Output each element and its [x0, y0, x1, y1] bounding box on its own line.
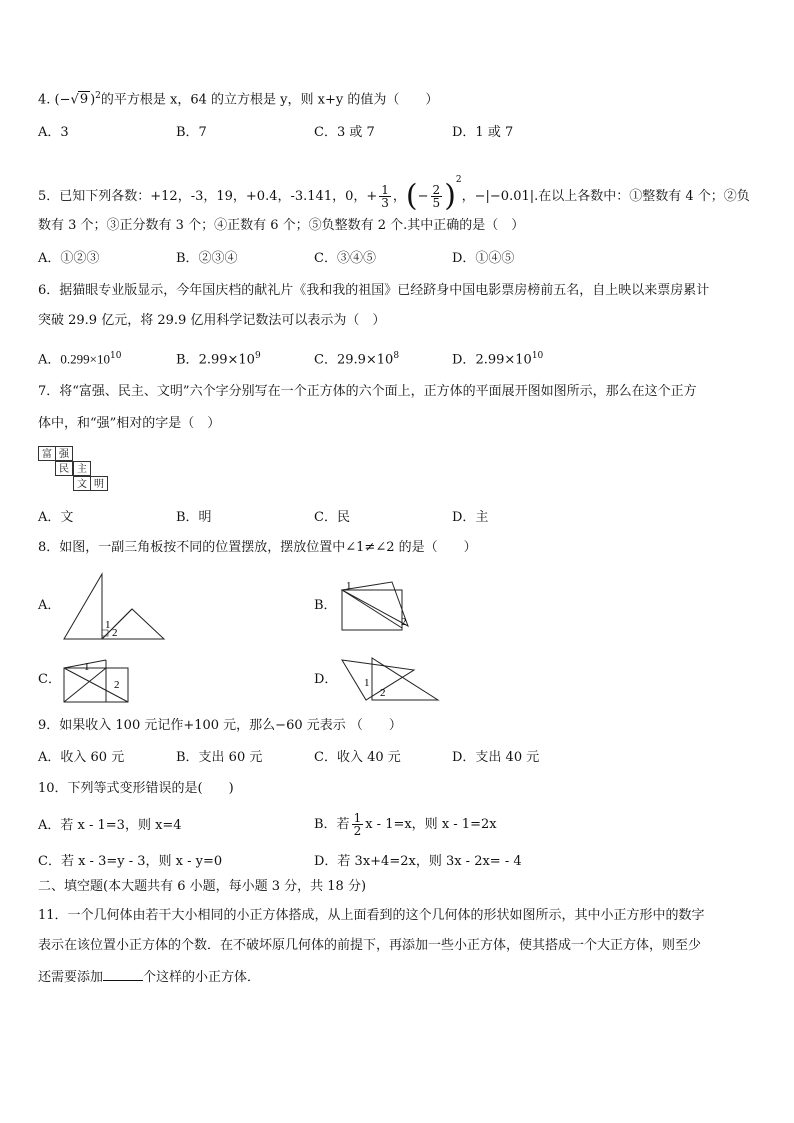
net-cell-ming: 明 [90, 476, 108, 491]
q5-frac1-numerator: 1 [381, 183, 389, 197]
q6-option-d-label: D． [452, 352, 476, 368]
net-cell-fu: 富 [38, 446, 56, 461]
q9-stem: 9．如果收入 100 元记作+100 元，那么−60 元表示 （ ） [38, 718, 402, 733]
cube-net-figure [38, 446, 110, 496]
q6-option-c-base: 29.9×10 [336, 352, 394, 368]
q5-right-paren: ) [444, 178, 456, 214]
q9-option-a[interactable]: A．收入 60 元 [38, 750, 125, 765]
angle-2-label: 2 [380, 687, 386, 699]
q9-option-c[interactable]: C．收入 40 元 [314, 750, 401, 765]
q11-answer-blank[interactable] [103, 968, 143, 981]
q8-figure-a[interactable] [62, 572, 168, 642]
q4-paren-close: ) [90, 92, 96, 108]
q5-frac1-denominator: 3 [381, 196, 389, 210]
q8-figure-c[interactable] [62, 658, 130, 704]
q8-option-d-label[interactable]: D． [314, 672, 338, 687]
q8-option-a-label[interactable]: A． [38, 598, 61, 613]
q8-figure-b[interactable] [340, 578, 412, 634]
q4-paren-open: (− [54, 92, 71, 108]
q10-option-d[interactable]: D．若 3x+4=2x，则 3x - 2x= - 4 [314, 854, 522, 869]
q5-exponent: 2 [455, 175, 462, 185]
q4-stem [38, 88, 438, 108]
q4-exponent: 2 [95, 91, 101, 101]
triangle-b [342, 582, 408, 626]
diagonal-c2 [64, 668, 106, 702]
q6-option-c[interactable] [314, 348, 399, 368]
section-title-fill-blank: 二、填空题(本大题共有 6 小题，每小题 3 分，共 18 分) [38, 879, 367, 894]
q10-option-a[interactable]: A．若 x - 1=3，则 x=4 [38, 818, 182, 833]
q5-option-b[interactable]: B．②③④ [176, 251, 238, 266]
q6-option-d-exp: 10 [531, 351, 544, 361]
q10-option-c[interactable]: C．若 x - 3=y - 3，则 x - y=0 [38, 854, 223, 869]
q10-option-b[interactable] [314, 810, 497, 840]
q6-option-b-base: 2.99×10 [198, 352, 255, 368]
q5-frac-1-3 [379, 184, 391, 209]
q6-stem-line1: 6．据猫眼专业版显示，今年国庆档的献礼片《我和我的祖国》已经跻身中国电影票房榜前五名，自上映以来票房累计 [38, 283, 710, 298]
q5-stem-line2: 数有 3 个；③正分数有 3 个；④正数有 6 个；⑤负整数有 2 个.其中正确的是（ ） [38, 218, 525, 233]
q7-option-c[interactable]: C．民 [314, 510, 350, 525]
q10-frac-denominator: 2 [353, 824, 362, 838]
q8-option-b-label[interactable]: B． [314, 598, 337, 613]
q5-frac2-denominator: 5 [432, 196, 441, 210]
net-cell-qiang: 强 [55, 446, 73, 461]
q11-stem-line2: 表示在该位置小正方体的个数．在不破坏原几何体的前提下，再添加一些小正方体，使其搭成一个大正方体，则至少 [38, 938, 702, 953]
q4-option-c[interactable]: C．3 或 7 [314, 125, 375, 140]
q11-stem-line1: 11．一个几何体由若干大小相同的小正方体搭成，从上面看到的这个几何体的形状如图所示，其中小正方形中的数字 [38, 908, 705, 923]
angle-1-label: 1 [105, 619, 111, 631]
q11-stem-line3 [38, 968, 260, 986]
q6-option-a-exp: 10 [109, 351, 122, 361]
triangle-d1 [342, 660, 414, 700]
q6-option-b[interactable] [176, 348, 261, 368]
angle-2-label: 2 [112, 627, 118, 639]
q8-option-c-label[interactable]: C． [38, 672, 61, 687]
q5-frac2-numerator: 2 [432, 183, 441, 197]
q5-option-c[interactable]: C．③④⑤ [314, 251, 376, 266]
q4-number: 4. [38, 92, 51, 108]
q5-option-d[interactable]: D．①④⑤ [452, 251, 515, 266]
net-cell-zhu: 主 [73, 461, 91, 476]
q5-option-a[interactable]: A．①②③ [38, 251, 100, 266]
angle-2-label: 2 [114, 679, 120, 691]
q5-stem-tail: .在以上各数中：①整数有 4 个；②负 [534, 189, 750, 204]
q11-line3-before: 还需要添加 [38, 970, 104, 985]
q11-line3-after: 个这样的小正方体． [143, 970, 261, 985]
q10-stem: 10．下列等式变形错误的是( ) [38, 781, 234, 796]
net-cell-wen: 文 [73, 476, 91, 491]
q9-option-d[interactable]: D．支出 40 元 [452, 750, 540, 765]
q5-left-paren: ( [405, 178, 418, 214]
q8-figure-d[interactable] [340, 656, 440, 704]
q5-frac-2-5 [431, 184, 443, 209]
q6-option-b-label: B． [176, 352, 199, 368]
q5-neg-sign: − [417, 189, 429, 204]
diagonal-b [342, 590, 402, 628]
q7-stem-line1: 7．将“富强、民主、文明”六个字分别写在一个正方体的六个面上，正方体的平面展开图如图所示，那么在这个正方 [38, 384, 697, 399]
q6-option-d[interactable] [452, 348, 543, 368]
q10-frac-numerator: 1 [353, 811, 362, 825]
sqrt-icon: √ [70, 92, 79, 108]
q7-option-b[interactable]: B．明 [176, 510, 212, 525]
angle-1-label: 1 [364, 677, 370, 689]
q4-sqrt-arg: 9 [79, 92, 89, 108]
q4-option-b[interactable]: B．7 [176, 125, 207, 140]
q8-stem: 8．如图，一副三角板按不同的位置摆放，摆放位置中∠1≠∠2 的是（ ） [38, 540, 477, 555]
angle-1-label: 1 [84, 661, 90, 673]
q9-option-b[interactable]: B．支出 60 元 [176, 750, 263, 765]
q6-option-c-exp: 8 [393, 351, 400, 361]
q7-option-d[interactable]: D．主 [452, 510, 489, 525]
q6-option-b-exp: 9 [254, 351, 261, 361]
q5-intro: 5．已知下列各数：+12，-3，19，+0.4，-3.141，0，+ [38, 189, 378, 204]
angle-2-label: 2 [401, 616, 407, 628]
angle-1-label: 1 [346, 580, 352, 592]
q6-stem-line2: 突破 29.9 亿元，将 29.9 亿用科学记数法可以表示为（ ） [38, 313, 386, 328]
q10-option-b-prefix: B．若 [314, 817, 350, 832]
triangle-a1 [64, 574, 102, 639]
q6-option-d-base: 2.99×10 [475, 352, 532, 368]
q5-stem-line1 [38, 162, 750, 215]
q7-option-a[interactable]: A．文 [38, 510, 74, 525]
q10-frac-1-2 [352, 812, 364, 837]
q4-option-d[interactable]: D．1 或 7 [452, 125, 514, 140]
q7-stem-line2: 体中，和“强”相对的字是（ ） [38, 416, 221, 431]
q6-option-c-label: C． [314, 352, 337, 368]
q10-option-b-suffix: x - 1=x，则 x - 1=2x [365, 817, 497, 832]
q4-option-a[interactable]: A．3 [38, 125, 69, 140]
q4-stem-text: 的平方根是 x，64 的立方根是 y，则 x+y 的值为（ ） [100, 92, 439, 108]
q6-option-a-label: A． [38, 352, 61, 368]
q5-abs-value: ，−|−0.01| [461, 189, 535, 204]
q5-comma: ， [392, 189, 406, 204]
q6-option-a[interactable] [38, 348, 121, 368]
net-cell-min: 民 [55, 461, 73, 476]
q6-option-a-base: 0.299×10 [60, 351, 110, 367]
